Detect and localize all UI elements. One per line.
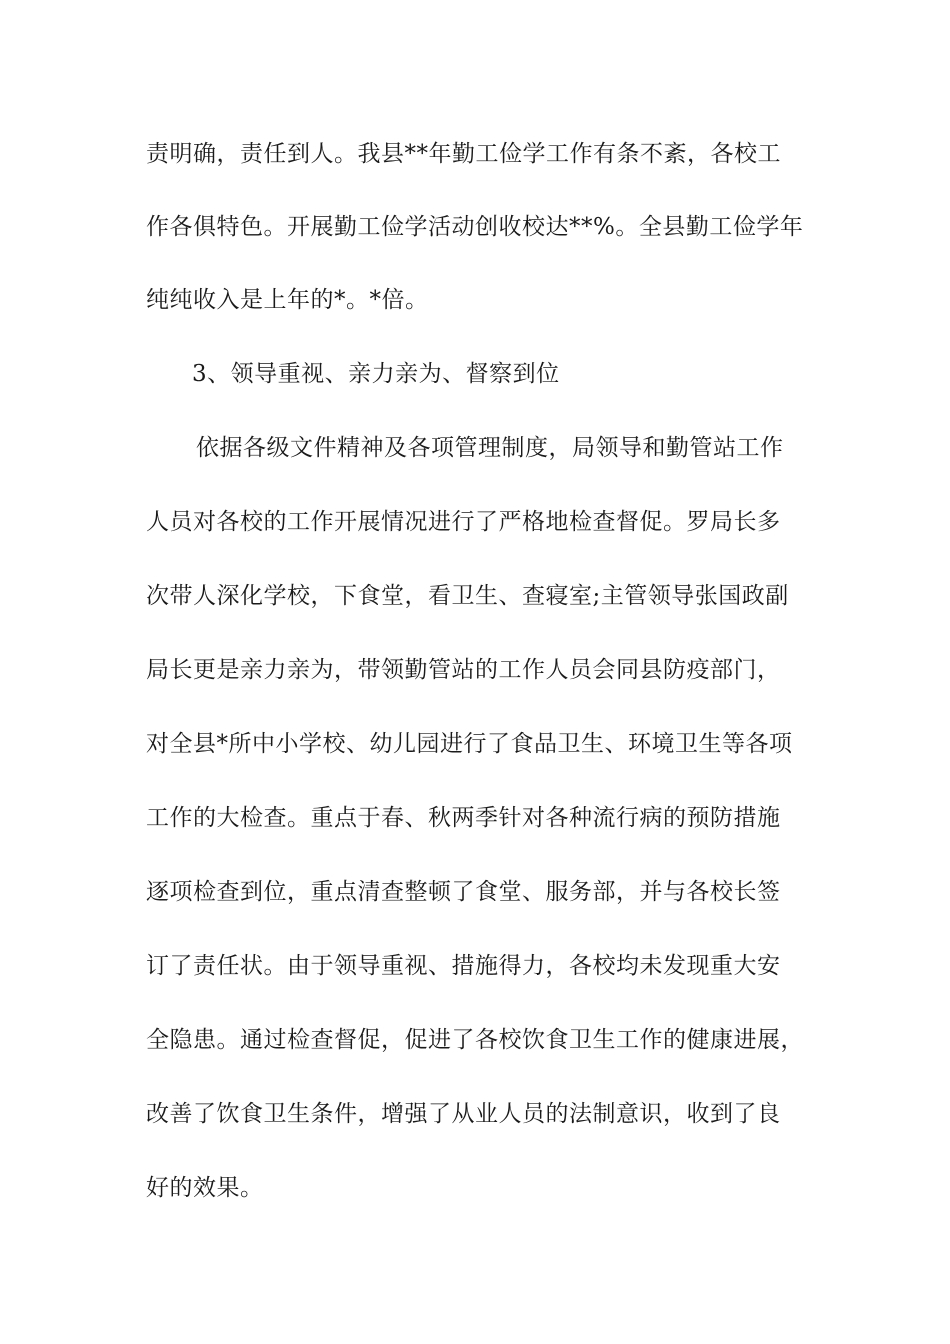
paragraph-line: 责明确，责任到人。我县**年勤工俭学工作有条不紊，各校工 [146,141,781,167]
paragraph-line: 对全县*所中小学校、幼儿园进行了食品卫生、环境卫生等各项 [146,731,793,757]
paragraph-line: 全隐患。通过检查督促，促进了各校饮食卫生工作的健康进展， [146,1027,804,1053]
paragraph-line: 次带人深化学校，下食堂，看卫生、查寝室;主管领导张国政副 [146,583,789,609]
paragraph-line: 好的效果。 [146,1175,264,1201]
paragraph-line: 作各俱特色。开展勤工俭学活动创收校达**%。全县勤工俭学年 [146,214,804,240]
paragraph-line: 改善了饮食卫生条件，增强了从业人员的法制意识，收到了良 [146,1101,781,1127]
paragraph-line: 逐项检查到位，重点清查整顿了食堂、服务部，并与各校长签 [146,879,781,905]
paragraph-line: 订了责任状。由于领导重视、措施得力，各校均未发现重大安 [146,953,781,979]
paragraph-line: 纯纯收入是上年的*。*倍。 [146,287,429,313]
section-heading: 3、领导重视、亲力亲为、督察到位 [192,361,560,387]
paragraph-line: 人员对各校的工作开展情况进行了严格地检查督促。罗局长多 [146,509,781,535]
paragraph-line: 工作的大检查。重点于春、秋两季针对各种流行病的预防措施 [146,805,781,831]
paragraph-line: 局长更是亲力亲为，带领勤管站的工作人员会同县防疫部门， [146,657,781,683]
paragraph-line: 依据各级文件精神及各项管理制度，局领导和勤管站工作 [196,435,784,461]
